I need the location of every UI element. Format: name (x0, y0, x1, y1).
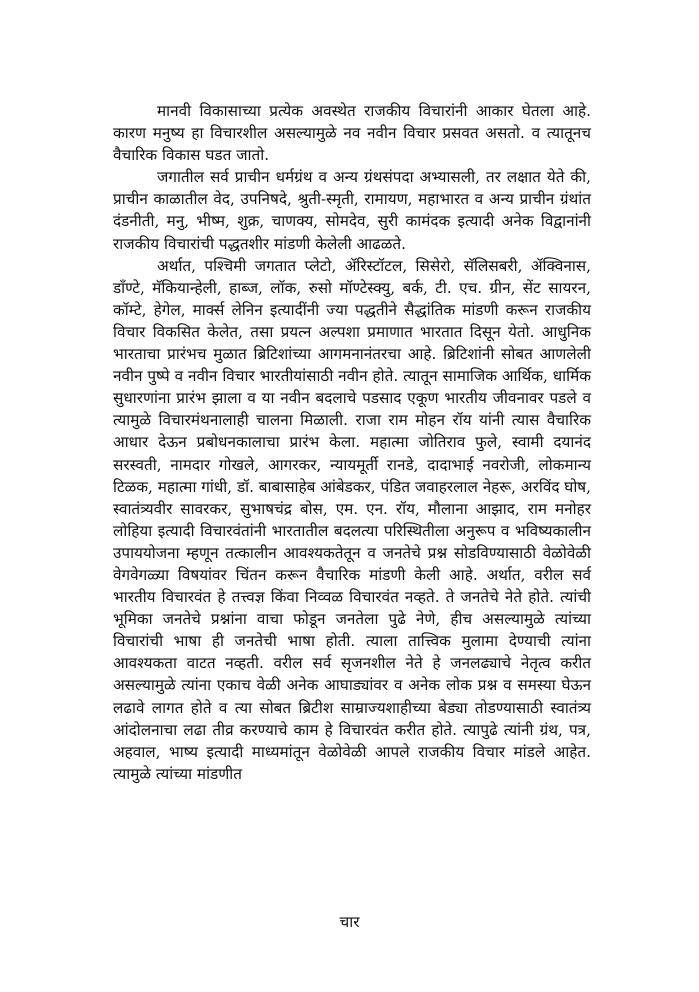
body-text (113, 100, 591, 785)
paragraph-1: मानवी विकासाच्या प्रत्येक अवस्थेत राजकीय विचारांनी आकार घेतला आहे. कारण मनुष्य हा विचारशील असल्यामुळे नव नवीन विचार प्रसवत असतो. व त्यातूनच वैचारिक विकास घडत जातो. (113, 102, 591, 165)
paragraph-3: अर्थात, पश्चिमी जगतात प्लेटो, ॲरिस्टॉटल, सिसेरो, सॅलिसबरी, ॲक्विनास, डाँण्टे, मॅकियान्हेली, हाब्ज, लॉक, रुसो मॉण्टेस्क्यु, बर्क, टी. एच. ग्रीन, सेंट सायरन, कॉम्टे, हेगेल, मार्क्स लेनिन इत्यादींनी ज्या पद्धतीने सैद्धांतिक मांडणी करून राजकीय विचार विकसित केलेत, तसा प्रयत्न अल्पशा प्रमाणात भारतात दिसून येतो. आधुनिक भारताचा प्रारंभच मुळात ब्रिटिशांच्या आगमनानंतरचा आहे. ब्रिटिशांनी सोबत आणलेली नवीन पुष्पे व नवीन विचार भारतीयांसाठी नवीन होते. त्यातून सामाजिक आर्थिक, धार्मिक सुधारणांना प्रारंभ झाला व या नवीन बदलाचे पडसाद एकूण भारतीय जीवनावर पडले व त्यामुळे विचारमंथनालाही चालना मिळाली. राजा राम मोहन रॉय यांनी त्यास वैचारिक आधार देऊन प्रबोधनकालाचा प्रारंभ केला. महात्मा जोतिराव फुले, स्वामी दयानंद सरस्वती, नामदार गोखले, आगरकर, न्यायमूर्ती रानडे, दादाभाई नवरोजी, लोकमान्य टिळक, महात्मा गांधी, डॉ. बाबासाहेब आंबेडकर, पंडित जवाहरलाल नेहरू, अरविंद घोष, स्वातंत्र्यवीर सावरकर, सुभाषचंद्र बोस, एम. एन. रॉय, मौलाना आझाद, राम मनोहर लोहिया इत्यादी विचारवंतांनी भारतातील बदलत्या परिस्थितीला अनुरूप व भविष्यकालीन उपाययोजना म्हणून तत्कालीन आवश्यकतेतून व जनतेचे प्रश्न सोडविण्यासाठी वेळोवेळी वेगवेगळ्या विषयांवर चिंतन करून वैचारिक मांडणी केली आहे. अर्थात, वरील सर्व भारतीय विचारवंत हे तत्त्वज्ञ किंवा निव्वळ विचारवंत नव्हते. ते जनतेचे नेते होते. त्यांची भूमिका जनतेचे प्रश्नांना वाचा फोडून जनतेला पुढे नेणे, हीच असल्यामुळे त्यांच्या विचारांची भाषा ही जनतेची भाषा होती. त्याला तात्त्विक मुलामा देण्याची त्यांना आवश्यकता वाटत नव्हती. वरील सर्व सृजनशील नेते हे जनलढ्याचे नेतृत्व करीत असल्यामुळे त्यांना एकाच वेळी अनेक आघाड्यांवर व अनेक लोक प्रश्न व समस्या घेऊन लढावे लागत होते व त्या सोबत ब्रिटीश साम्राज्यशाहीच्या बेड्या तोडण्यासाठी स्वातंत्र्य आंदोलनाचा लढा तीव्र करण्याचे काम हे विचारवंत करीत होते. त्यापुढे त्यांनी ग्रंथ, पत्र, अहवाल, भाष्य इत्यादी माध्यमांतून वेळोवेळी आपले राजकीय विचार मांडले आहेत. त्यामुळे त्यांच्या मांडणीत (113, 256, 592, 783)
page-number: चार (339, 913, 360, 931)
paragraph-2: जगातील सर्व प्राचीन धर्मग्रंथ व अन्य ग्रंथसंपदा अभ्यासली, तर लक्षात येते की, प्राचीन काळातील वेद, उपनिषदे, श्रुती-स्मृती, रामायण, महाभारत व अन्य प्राचीन ग्रंथांत दंडनीती, मनु, भीष्म, शुक्र, चाणक्य, सोमदेव, सुरी कामंदक इत्यादी अनेक विद्वानांनी राजकीय विचारांची पद्धतशीर मांडणी केलेली आढळते. (113, 168, 591, 253)
